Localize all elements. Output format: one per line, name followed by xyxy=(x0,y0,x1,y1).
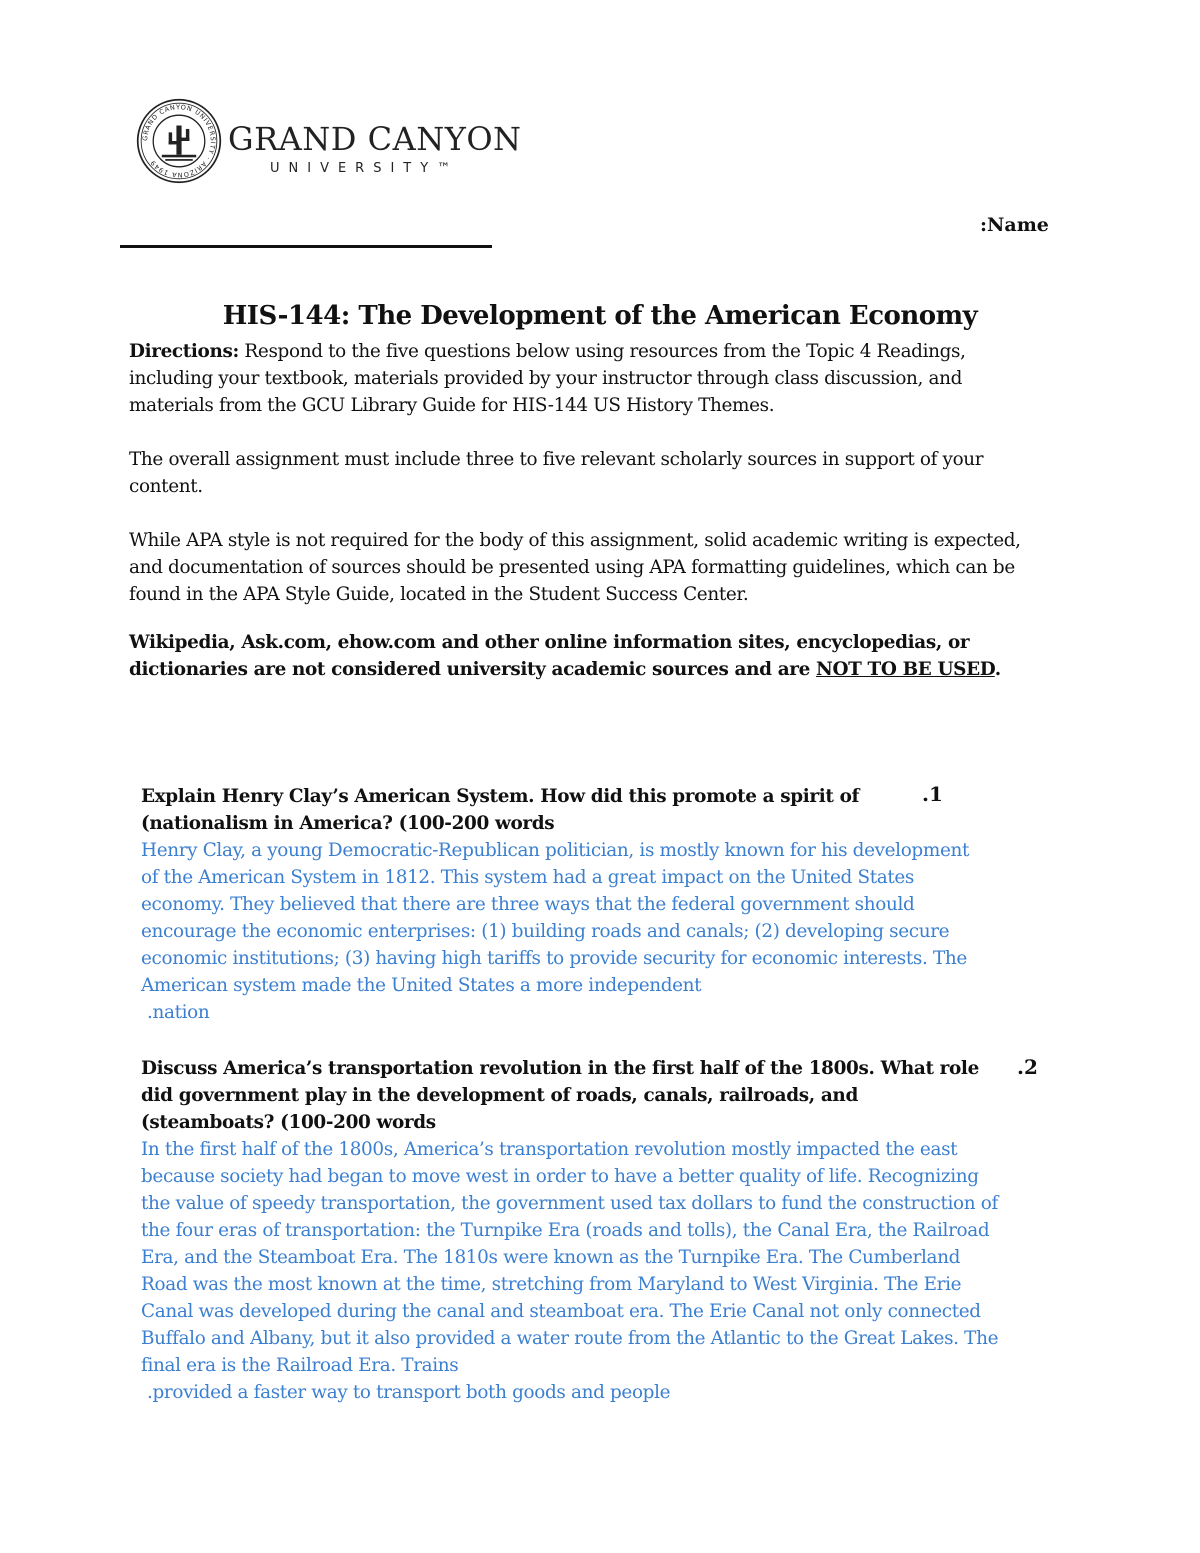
answer-text xyxy=(141,837,991,1026)
directions-text: Respond to the five questions below using resources from the Topic 4 Readings, including your textbook, materials provided by your instructor through class discussion, and materials from the GCU Library Guide for HIS-144 US History Themes. xyxy=(129,341,966,416)
question-number: .2 xyxy=(1017,1055,1038,1079)
logo-subline: UNIVERSITY™ xyxy=(270,161,460,176)
warning-underlined: NOT TO BE USED xyxy=(816,659,995,680)
warning-text: Wikipedia, Ask.com, ehow.com and other online information sites, encyclopedias, or dictionaries are not considered university academic sources and are xyxy=(129,632,970,680)
question-line: (nationalism in America? (100-200 words xyxy=(141,813,555,834)
warning-paragraph xyxy=(129,629,1049,683)
question-line: Explain Henry Clay’s American System. How did this promote a spirit of xyxy=(141,786,860,807)
question-line: did government play in the development of roads, canals, railroads, and xyxy=(141,1085,858,1106)
page-title: HIS-144: The Development of the American Economy xyxy=(222,301,978,331)
answer-end: .provided a faster way to transport both goods and people xyxy=(147,1382,671,1403)
question-line: (steamboats? (100-200 words xyxy=(141,1112,436,1133)
directions-label: Directions: xyxy=(129,341,239,362)
warning-end: . xyxy=(994,659,1001,680)
answer-end: .nation xyxy=(147,1002,210,1023)
answer-body: Henry Clay, a young Democratic-Republican politician, is mostly known for his development of the American System in 1812. This system had a great impact on the United States economy. They believed that there are three ways that the federal government should encourage the economic enterprises: (1) building roads and canals; (2) developing secure economic institutions; (3) having high tariffs to provide security for economic interests. The American system made the United States a more independent xyxy=(141,840,970,996)
university-seal-logo xyxy=(136,98,222,184)
question-text xyxy=(141,783,991,837)
apa-paragraph: While APA style is not required for the body of this assignment, solid academic writing is expected, and documentation of sources should be presented using APA formatting guidelines, which can be found in the APA Style Guide, located in the Student Success Center. xyxy=(129,530,1021,605)
question-number: .1 xyxy=(922,782,943,806)
question-text xyxy=(141,1055,991,1136)
name-blank-line xyxy=(120,245,492,248)
answer-body: In the first half of the 1800s, America’s transportation revolution mostly impacted the east because society had began to move west in order to have a better quality of life. Recognizing the value of speedy transportation, the government used tax dollars to fund the construction of the four eras of transportation: the Turnpike Era (roads and tolls), the Canal Era, the Railroad Era, and the Steamboat Era. The 1810s were known as the Turnpike Era. The Cumberland Road was the most known at the time, stretching from Maryland to West Virginia. The Erie Canal was developed during the canal and steamboat era. The Erie Canal not only connected Buffalo and Albany, but it also provided a water route from the Atlantic to the Great Lakes. The final era is the Railroad Era. Trains xyxy=(141,1139,999,1376)
logo-wordmark: GRAND CANYON xyxy=(228,120,522,158)
answer-text xyxy=(141,1136,1001,1406)
directions-paragraph xyxy=(129,338,1049,419)
name-label: :Name xyxy=(980,214,1049,236)
sources-paragraph: The overall assignment must include three to five relevant scholarly sources in support of your content. xyxy=(129,449,984,497)
seal-text: GRAND CANYON UNIVERSITY · ARIZONA 1949 xyxy=(141,103,217,179)
question-line: Discuss America’s transportation revolution in the first half of the 1800s. What role xyxy=(141,1058,979,1079)
